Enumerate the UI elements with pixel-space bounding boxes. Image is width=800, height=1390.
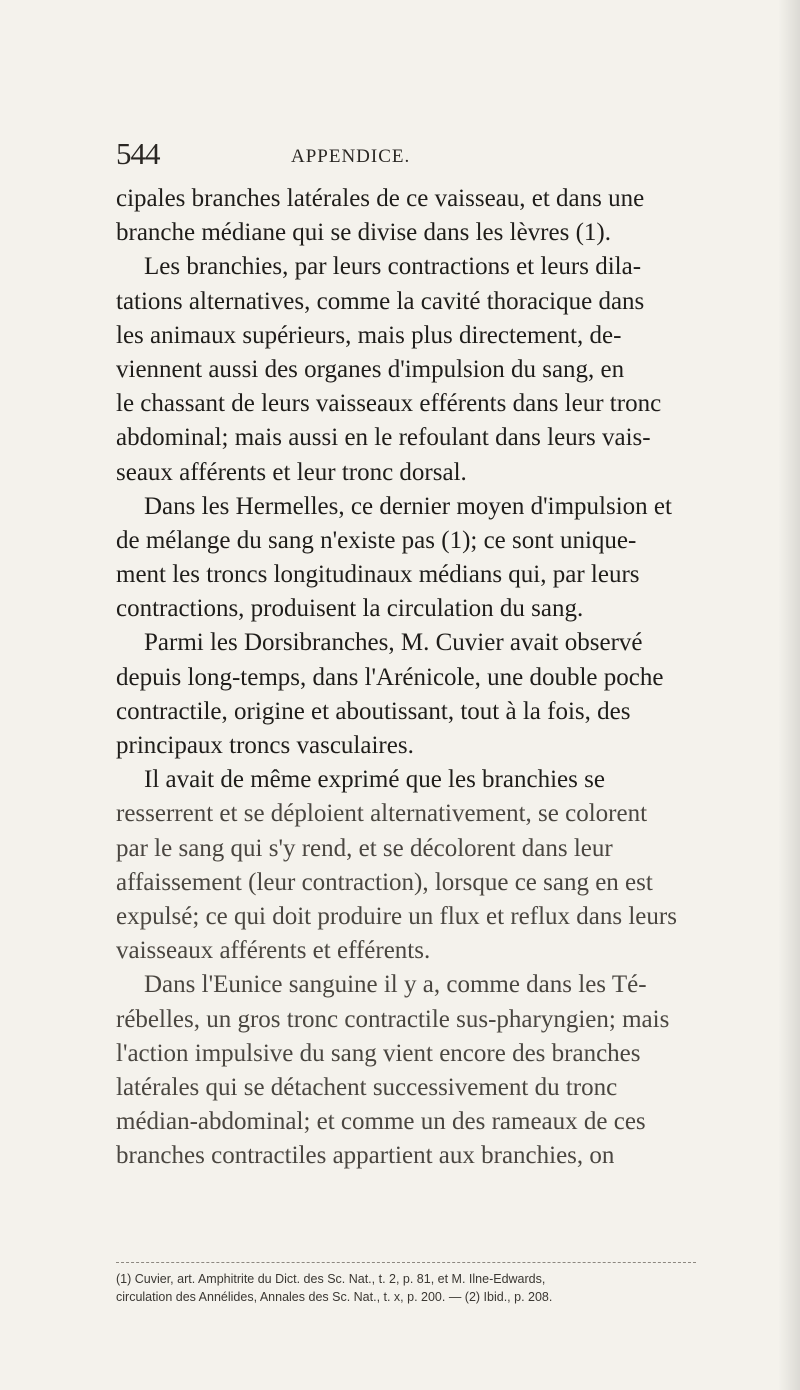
text-line: Dans l'Eunice sanguine il y a, comme dans les Té- xyxy=(144,971,647,999)
text-line: vaisseaux afférents et efférents. xyxy=(116,937,431,965)
text-line: resserrent et se déploient alternativement, se colorent xyxy=(116,800,648,828)
text-line: viennent aussi des organes d'impulsion du sang, en xyxy=(116,355,625,383)
text-line: abdominal; mais aussi en le refoulant dans leurs vais- xyxy=(116,424,651,452)
footnotes xyxy=(116,1270,696,1306)
footnote-line: (1) Cuvier, art. Amphitrite du Dict. des Sc. Nat., t. 2, p. 81, et M. Ilne-Edwards, xyxy=(116,1272,546,1286)
text-line: rébelles, un gros tronc contractile sus-pharyngien; mais xyxy=(116,1005,670,1033)
text-line: Parmi les Dorsibranches, M. Cuvier avait observé xyxy=(144,629,643,657)
text-line: par le sang qui s'y rend, et se décolorent dans leur xyxy=(116,834,613,862)
running-head: APPENDICE. xyxy=(291,146,411,167)
text-line: expulsé; ce qui doit produire un flux et reflux dans leurs xyxy=(116,902,677,930)
text-line: seaux afférents et leur tronc dorsal. xyxy=(116,458,467,486)
text-line: contractions, produisent la circulation du sang. xyxy=(116,595,584,623)
text-line: affaissement (leur contraction), lorsque ce sang en est xyxy=(116,868,653,896)
footnote-divider xyxy=(116,1262,696,1263)
text-line: depuis long-temps, dans l'Arénicole, une double poche xyxy=(116,663,664,691)
page-number: 544 xyxy=(116,136,160,171)
text-line: ment les troncs longitudinaux médians qui, par leurs xyxy=(116,561,640,589)
text-line: branches contractiles appartient aux branchies, on xyxy=(116,1142,615,1170)
text-line: l'action impulsive du sang vient encore des branches xyxy=(116,1039,641,1067)
text-line: Dans les Hermelles, ce dernier moyen d'impulsion et xyxy=(144,492,672,520)
text-line: le chassant de leurs vaisseaux efférents dans leur tronc xyxy=(116,390,662,418)
page-edge-shadow xyxy=(778,0,800,1390)
text-line: tations alternatives, comme la cavité thoracique dans xyxy=(116,287,645,315)
text-line: cipales branches latérales de ce vaisseau, et dans une xyxy=(116,185,645,212)
body-text xyxy=(116,182,691,1173)
text-line: branche médiane qui se divise dans les lèvres (1). xyxy=(116,219,611,247)
text-line: Les branchies, par leurs contractions et leurs dila- xyxy=(144,253,642,281)
text-line: principaux troncs vasculaires. xyxy=(116,732,414,759)
footnote-line: circulation des Annélides, Annales des Sc. Nat., t. x, p. 200. — (2) Ibid., p. 208. xyxy=(116,1290,553,1304)
text-line: de mélange du sang n'existe pas (1); ce sont unique- xyxy=(116,526,637,554)
text-line: latérales qui se détachent successivement du tronc xyxy=(116,1073,618,1101)
text-line: Il avait de même exprimé que les branchies se xyxy=(144,766,605,794)
text-line: contractile, origine et aboutissant, tout à la fois, des xyxy=(116,697,631,725)
text-line: les animaux supérieurs, mais plus directement, de- xyxy=(116,321,622,349)
text-line: médian-abdominal; et comme un des rameaux de ces xyxy=(116,1108,646,1136)
page-header xyxy=(116,136,676,176)
